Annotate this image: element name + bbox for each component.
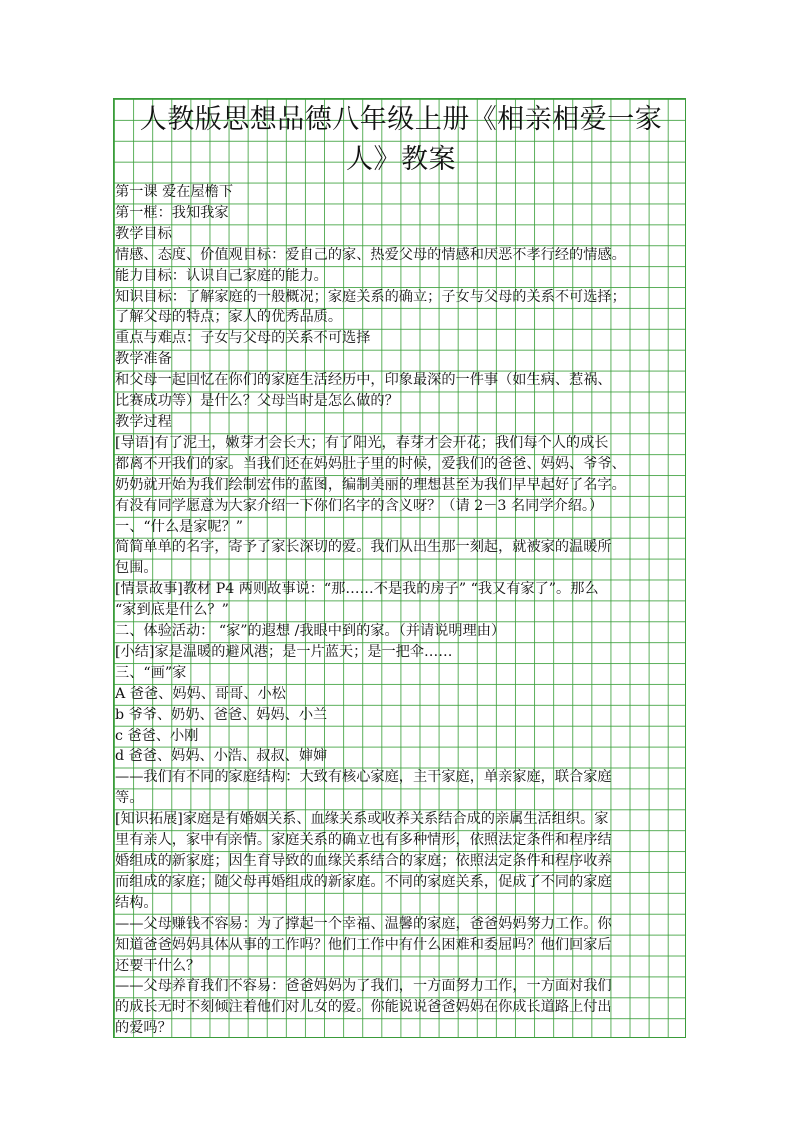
text-line: 能力目标：认识自己家庭的能力。 [115, 267, 328, 284]
text-line: 里有亲人，家中有亲情。家庭关系的确立也有多种情形，依照法定条件和程序结 [115, 832, 612, 849]
text-line: 知识目标：了解家庭的一般概况；家庭关系的确立；子女与父母的关系不可选择； [115, 288, 626, 305]
text-line: 教学目标 [115, 225, 172, 242]
text-line: 婚组成的新家庭；因生育导致的血缘关系结合的家庭；依照法定条件和程序收养 [115, 853, 612, 869]
text-line: 了解父母的特点；家人的优秀品质。 [115, 309, 343, 326]
title-line: 人》教案 [346, 144, 456, 175]
text-line: c 爸爸、小刚 [115, 727, 199, 744]
text-line: 教学准备 [115, 351, 172, 368]
text-line: 知道爸爸妈妈具体从事的工作吗？他们工作中有什么困难和委屈吗？他们回家后 [115, 936, 612, 953]
text-line: A 爸爸、妈妈、哥哥、小松 [115, 685, 286, 702]
document-title [115, 100, 687, 180]
text-line: 一、“什么是家呢？” [115, 518, 244, 535]
text-line: 简简单单的名字，寄予了家长深切的爱。我们从出生那一刻起，就被家的温暖所 [115, 539, 612, 556]
text-line: 第一课 爱在屋檐下 [115, 184, 234, 200]
text-line: 的成长无时不刻倾注着他们对儿女的爱。你能说说爸爸妈妈在你成长道路上付出 [115, 999, 612, 1016]
text-line: [知识拓展]家庭是有婚姻关系、血缘关系或收养关系结合成的亲属生活组织。家 [115, 811, 609, 828]
text-line: 的爱吗？ [115, 1020, 172, 1037]
text-line: [小结]家是温暖的避风港；是一片蓝天；是一把伞…… [115, 643, 453, 660]
text-line: ——父母赚钱不容易：为了撑起一个幸福、温馨的家庭，爸爸妈妈努力工作。你 [115, 915, 612, 932]
text-line: [导语]有了泥土，嫩芽才会长大；有了阳光，春芽才会开花；我们每个人的成长 [115, 434, 609, 451]
text-lines [115, 182, 687, 1039]
text-line: 都离不开我们的家。当我们还在妈妈肚子里的时候，爱我们的爸爸、妈妈、爷爷、 [115, 455, 626, 472]
text-line: ——我们有不同的家庭结构：大致有核心家庭，主干家庭，单亲家庭，联合家庭 [115, 769, 612, 786]
text-line: [情景故事]教材 P4 两则故事说：“那……不是我的房子” “我又有家了”。那么 [115, 581, 599, 598]
document-body [115, 100, 687, 1039]
text-line: 重点与难点：子女与父母的关系不可选择 [115, 330, 371, 347]
title-line: 人教版思想品德八年级上册《相亲相爱一家 [139, 104, 663, 135]
text-line: 教学过程 [115, 413, 172, 430]
text-line: ——父母养育我们不容易：爸爸妈妈为了我们，一方面努力工作，一方面对我们 [115, 978, 612, 995]
text-line: 包围。 [115, 560, 158, 577]
text-line: 有没有同学愿意为大家介绍一下你们名字的含义呀？（请 2－3 名同学介绍。） [115, 497, 604, 514]
text-line: 还要干什么？ [115, 957, 201, 974]
text-line: 情感、态度、价值观目标：爱自己的家、热爱父母的情感和厌恶不孝行经的情感。 [115, 246, 626, 263]
text-line: 二、体验活动： “家”的遐想 /我眼中到的家。（并请说明理由） [115, 623, 506, 640]
text-line: 而组成的家庭；随父母再婚组成的新家庭。不同的家庭关系，促成了不同的家庭 [115, 873, 612, 890]
text-line: d 爸爸、妈妈、小浩、叔叔、婶婶 [115, 748, 328, 765]
text-line: 第一框：我知我家 [115, 204, 229, 221]
text-line: 等。 [115, 790, 144, 807]
text-line: 奶奶就开始为我们绘制宏伟的蓝图，编制美丽的理想甚至为我们早早起好了名字。 [115, 476, 626, 493]
text-line: “家到底是什么？” [115, 602, 229, 619]
text-line: b 爷爷、奶奶、爸爸、妈妈、小兰 [115, 706, 328, 723]
text-line: 比赛成功等）是什么？父母当时是怎么做的？ [115, 393, 399, 410]
text-line: 和父母一起回忆在你们的家庭生活经历中，印象最深的一件事（如生病、惹祸、 [115, 372, 612, 389]
text-line: 结构。 [115, 894, 158, 911]
text-line: 三、“画”家 [115, 664, 187, 681]
